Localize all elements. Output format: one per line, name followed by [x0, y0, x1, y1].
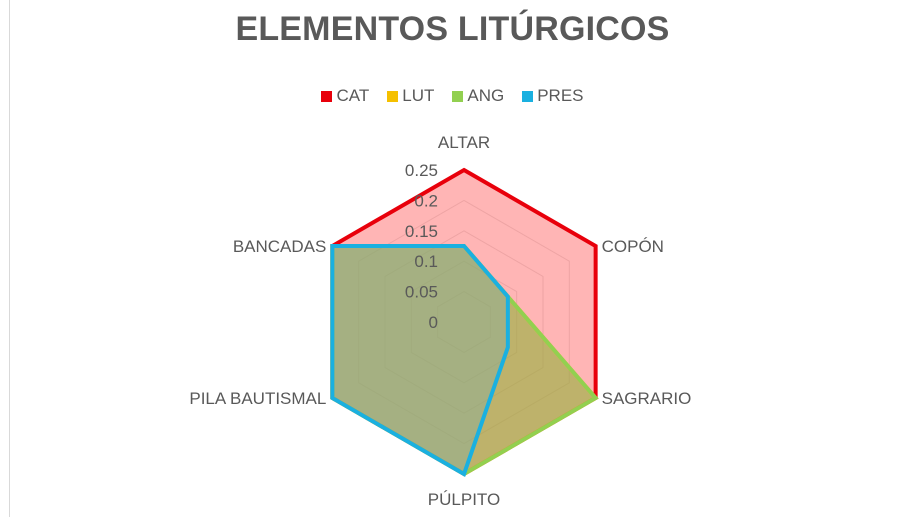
- tick-label: 0.2: [414, 191, 438, 211]
- category-label: PILA BAUTISMAL: [189, 389, 327, 408]
- category-label: COPÓN: [601, 237, 664, 256]
- legend-label-lut: LUT: [402, 86, 435, 105]
- category-label: BANCADAS: [232, 237, 327, 256]
- category-label: PÚLPITO: [427, 490, 501, 509]
- tick-label: 0.05: [404, 282, 438, 302]
- category-label: SAGRARIO: [601, 389, 692, 408]
- tick-label: 0.25: [404, 161, 438, 180]
- legend-label-pres: PRES: [537, 86, 584, 105]
- legend-label-ang: ANG: [467, 86, 505, 105]
- tick-label: 0: [428, 313, 438, 332]
- chart-title: ELEMENTOS LITÚRGICOS: [235, 10, 670, 48]
- tick-label: 0.15: [404, 221, 438, 241]
- category-label: ALTAR: [437, 133, 491, 152]
- legend-label-cat: CAT: [336, 86, 370, 105]
- tick-label: 0.1: [414, 252, 438, 272]
- radar-series: [332, 170, 595, 474]
